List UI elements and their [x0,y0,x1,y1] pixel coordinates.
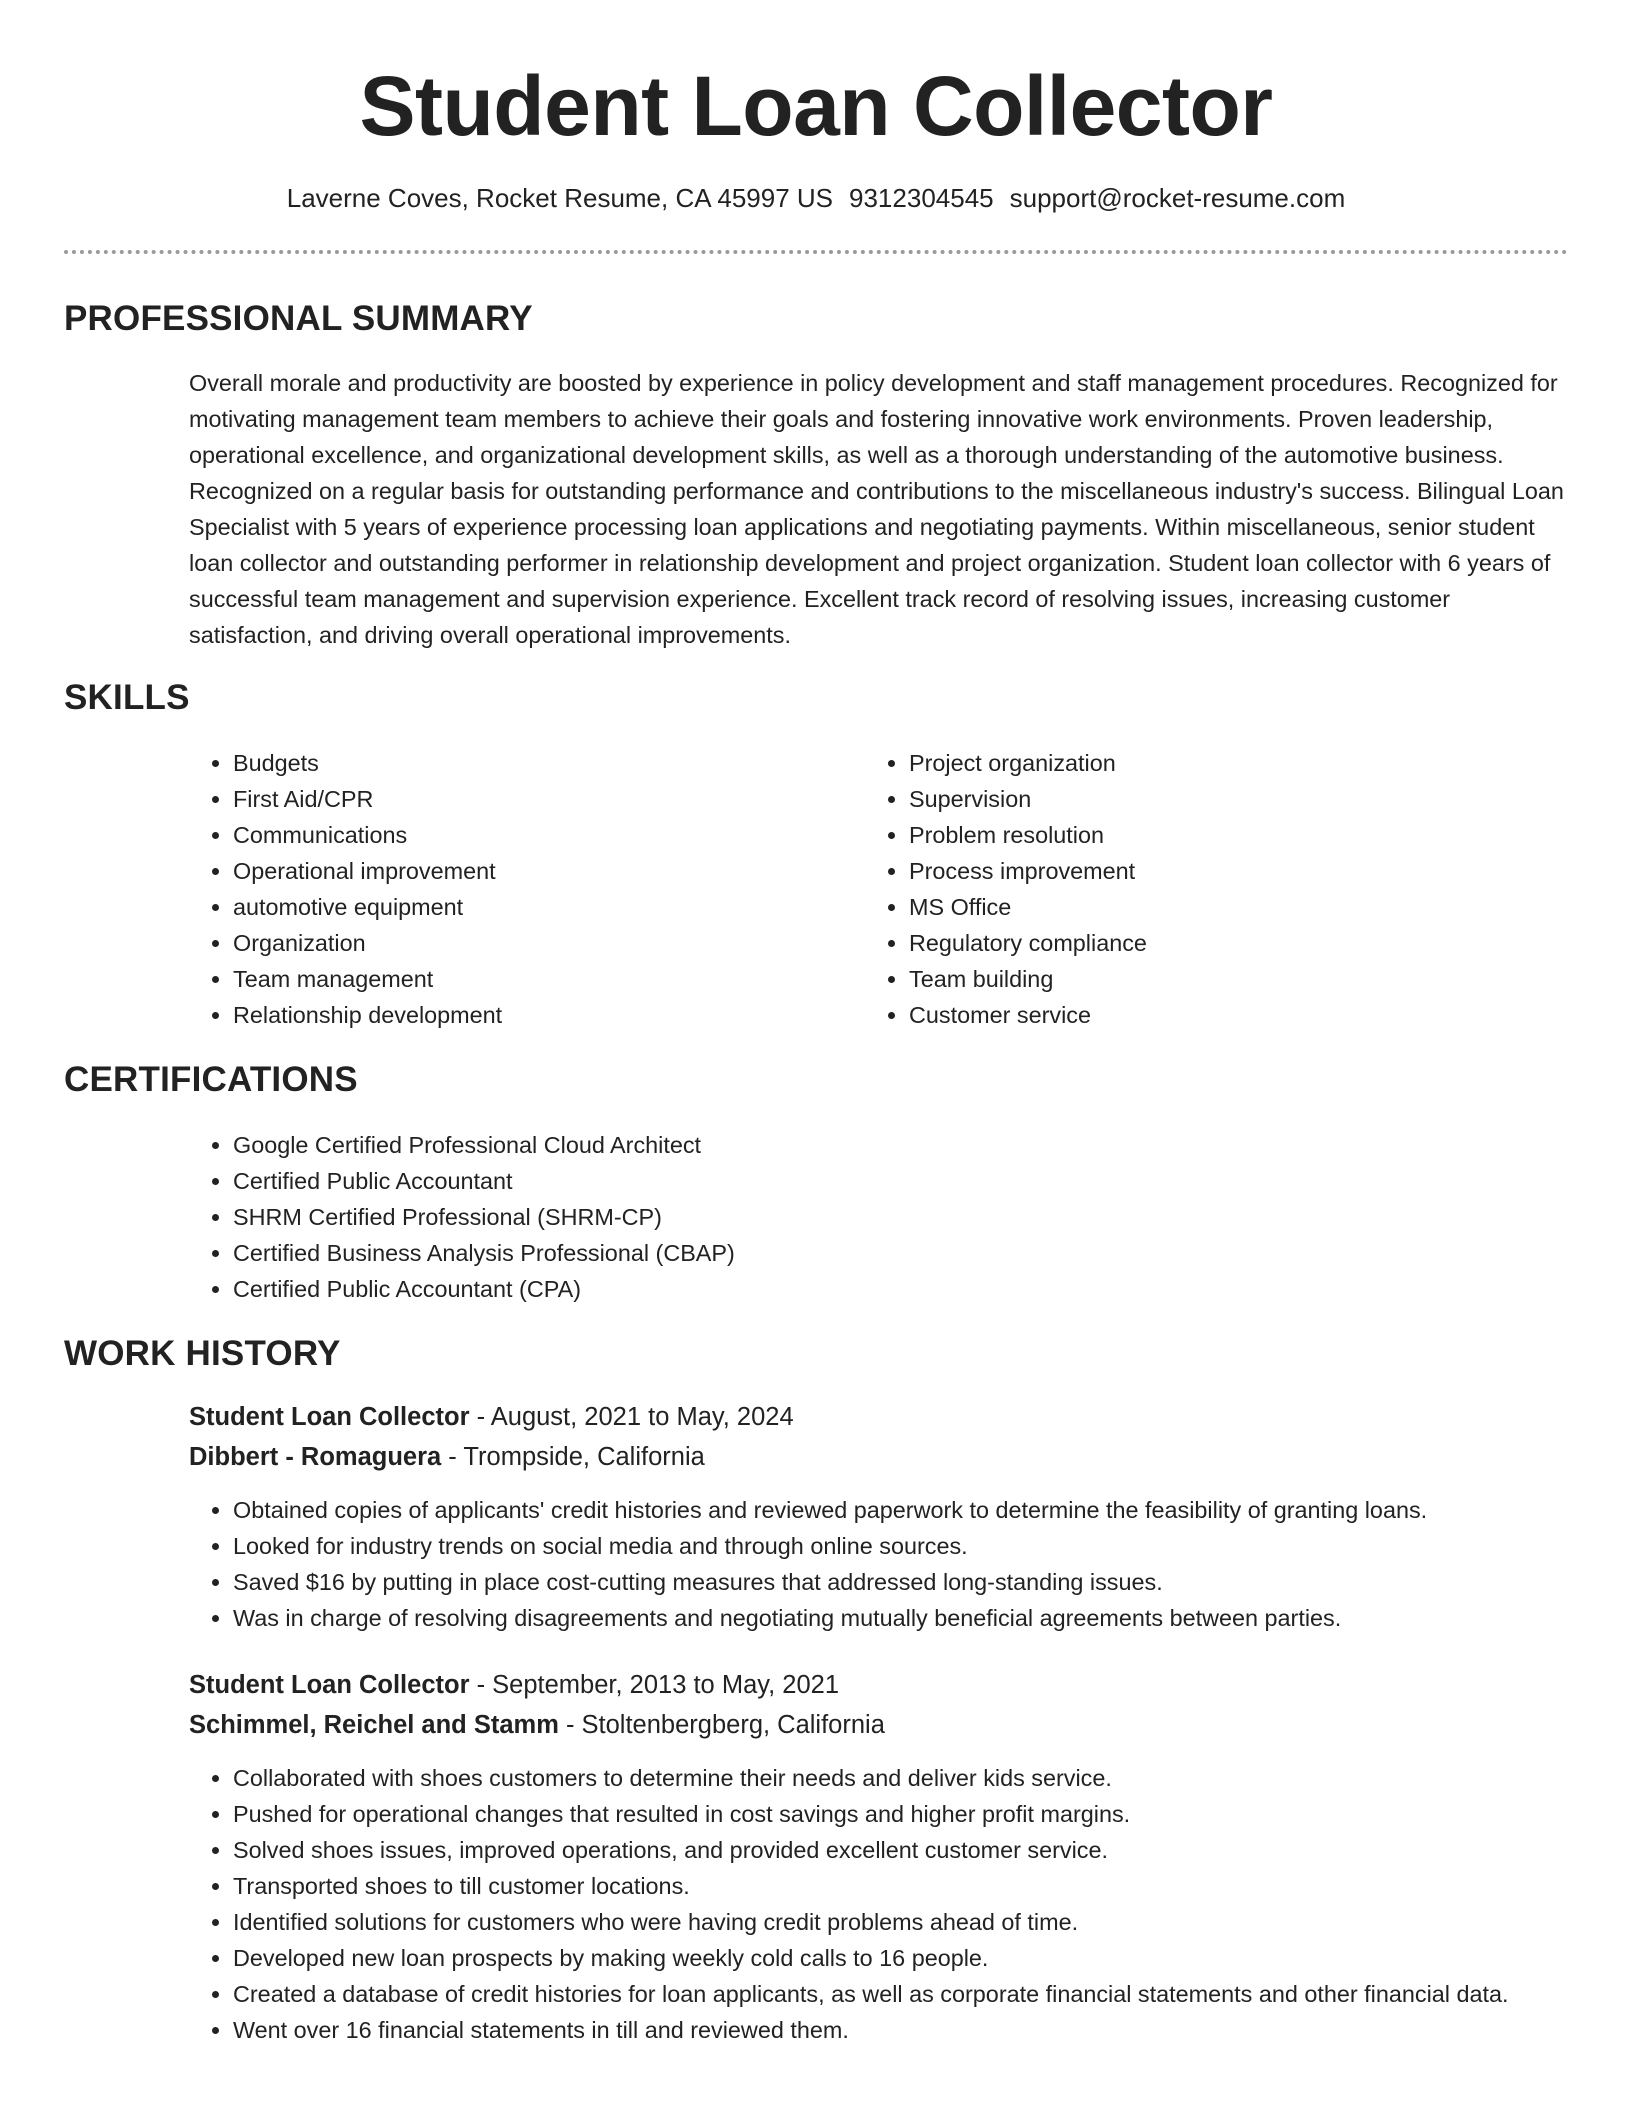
list-item: • Operational improvement [233,853,853,889]
job-bullets [189,1760,1613,2048]
list-item: • Looked for industry trends on social media and through online sources. [233,1528,1623,1564]
contact-phone: 9312304545 [849,183,994,213]
list-item: • Pushed for operational changes that resulted in cost savings and higher profit margins. [233,1796,1613,1832]
list-item: • automotive equipment [233,889,853,925]
list-item: • Certified Business Analysis Professional (CBAP) [233,1235,1613,1271]
list-item: • Certified Public Accountant (CPA) [233,1271,1613,1307]
list-item: • Certified Public Accountant [233,1163,1613,1199]
job-title-line [189,1397,794,1437]
list-item: • Collaborated with shoes customers to determine their needs and deliver kids service. [233,1760,1613,1796]
job-dates: - September, 2013 to May, 2021 [469,1671,840,1699]
list-item: • Customer service [909,997,1529,1033]
work-history-heading: WORK HISTORY [64,1334,341,1373]
job-location: - Trompside, California [441,1443,705,1471]
list-item: • Communications [233,817,853,853]
resume-name: Student Loan Collector [359,59,1273,153]
list-item: • Team building [909,961,1529,997]
list-item: • Organization [233,925,853,961]
contact-line [0,180,1632,216]
skills-list-left [189,745,853,1033]
skills-list-right [865,745,1529,1033]
list-item: • Identified solutions for customers who were having credit problems ahead of time. [233,1904,1613,1940]
list-item: • Obtained copies of applicants' credit histories and reviewed paperwork to determine the feasibility of granting loans. [233,1492,1623,1528]
list-item: • Project organization [909,745,1529,781]
list-item: • Saved $16 by putting in place cost-cutting measures that addressed long-standing issues. [233,1564,1623,1600]
job-bullets [189,1492,1623,1636]
certifications-list [189,1127,1613,1307]
skills-heading: SKILLS [64,678,190,717]
list-item: • MS Office [909,889,1529,925]
list-item: • Developed new loan prospects by making weekly cold calls to 16 people. [233,1940,1613,1976]
list-item: • Team management [233,961,853,997]
list-item: • Relationship development [233,997,853,1033]
list-item: • Went over 16 financial statements in till and reviewed them. [233,2012,1613,2048]
summary-heading: PROFESSIONAL SUMMARY [64,299,533,338]
list-item: • First Aid/CPR [233,781,853,817]
list-item: • Google Certified Professional Cloud Architect [233,1127,1613,1163]
list-item: • Transported shoes to till customer locations. [233,1868,1613,1904]
list-item: • Supervision [909,781,1529,817]
job-company-line [189,1705,885,1745]
summary-text: Overall morale and productivity are boosted by experience in policy development and staff management procedures. Recognized for motivating management team members to achieve their goals and fostering innovative work environments. Proven leadership, operational excellence, and organizational development skills, as well as a thorough understanding of the automotive business. Recognized on a regular basis for outstanding performance and contributions to the miscellaneous industry's success. Bilingual Loan Specialist with 5 years of experience processing loan applications and negotiating payments. Within miscellaneous, senior student loan collector and outstanding performer in relationship development and project organization. Student loan collector with 6 years of successful team management and supervision experience. Excellent track record of resolving issues, increasing customer satisfaction, and driving overall operational improvements. [189,370,1564,648]
list-item: • Solved shoes issues, improved operations, and provided excellent customer service. [233,1832,1613,1868]
list-item: • Problem resolution [909,817,1529,853]
job-dates: - August, 2021 to May, 2024 [469,1403,794,1431]
job-role: Student Loan Collector [189,1671,470,1699]
job-location: - Stoltenbergberg, California [558,1711,885,1739]
contact-address: Laverne Coves, Rocket Resume, CA 45997 US [286,183,834,213]
job-company: Schimmel, Reichel and Stamm [189,1711,559,1739]
list-item: • Created a database of credit histories for loan applicants, as well as corporate financial statements and other financial data. [233,1976,1613,2012]
list-item: • SHRM Certified Professional (SHRM-CP) [233,1199,1613,1235]
certifications-heading: CERTIFICATIONS [64,1060,358,1099]
header-divider [64,250,1568,254]
list-item: • Was in charge of resolving disagreements and negotiating mutually beneficial agreements between parties. [233,1600,1623,1636]
contact-email: support@rocket-resume.com [1009,183,1346,213]
job-company: Dibbert - Romaguera [189,1443,442,1471]
job-company-line [189,1437,705,1477]
job-title-line [189,1665,839,1705]
list-item: • Budgets [233,745,853,781]
job-role: Student Loan Collector [189,1403,470,1431]
list-item: • Process improvement [909,853,1529,889]
list-item: • Regulatory compliance [909,925,1529,961]
